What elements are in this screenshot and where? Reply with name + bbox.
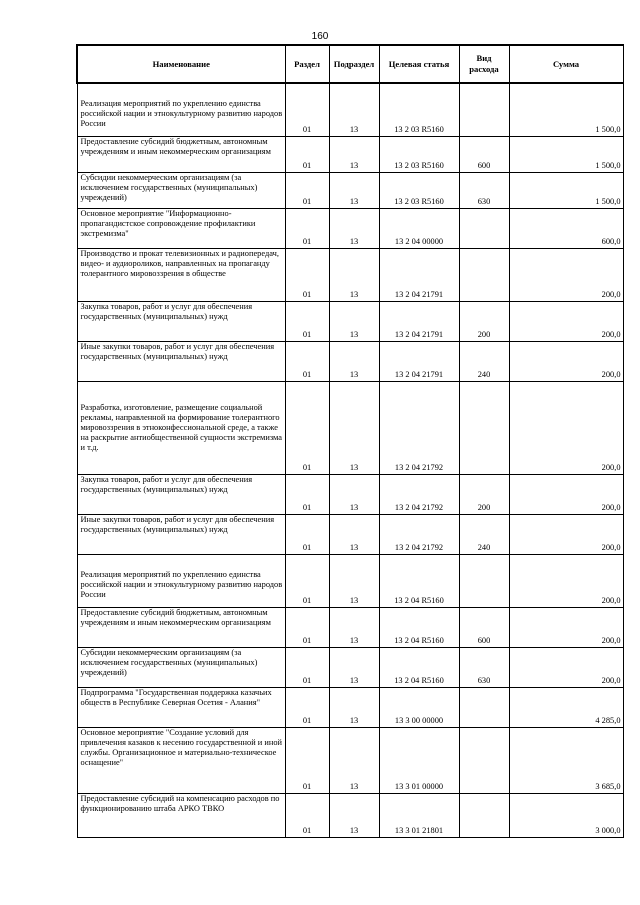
row-name: Подпрограмма "Государственная поддержка казачьих обществ в Республике Северная Осетия - Алания" bbox=[77, 687, 285, 727]
row-name: Реализация мероприятий по укреплению единства российской нации и этнокультурному развитию народов России bbox=[77, 554, 285, 607]
row-name: Иные закупки товаров, работ и услуг для обеспечения государственных (муниципальных) нужд bbox=[77, 341, 285, 381]
row-expense-type bbox=[459, 554, 509, 607]
row-target: 13 2 04 00000 bbox=[379, 208, 459, 248]
row-name: Производство и прокат телевизионных и радиопередач, видео- и аудиороликов, направленных на пропаганду толерантного мировоззрения в обществе bbox=[77, 248, 285, 301]
row-section: 01 bbox=[285, 341, 329, 381]
row-expense-type bbox=[459, 727, 509, 793]
header-sum: Сумма bbox=[509, 45, 623, 83]
row-expense-type: 240 bbox=[459, 514, 509, 554]
table-row bbox=[77, 687, 623, 727]
row-sum: 3 685,0 bbox=[509, 727, 623, 793]
table-header-row bbox=[77, 45, 623, 83]
row-sum: 200,0 bbox=[509, 248, 623, 301]
row-sum: 200,0 bbox=[509, 647, 623, 687]
row-name: Разработка, изготовление, размещение социальной рекламы, направленной на формирование толерантного мировоззрения в этноконфессиональной среде, а также на раскрытие антиобщественной сущности экстремизма и т.д. bbox=[77, 381, 285, 474]
table-row bbox=[77, 136, 623, 172]
row-section: 01 bbox=[285, 381, 329, 474]
table-row bbox=[77, 248, 623, 301]
row-target: 13 3 01 21801 bbox=[379, 793, 459, 837]
row-section: 01 bbox=[285, 474, 329, 514]
row-section: 01 bbox=[285, 687, 329, 727]
row-section: 01 bbox=[285, 172, 329, 208]
row-expense-type: 630 bbox=[459, 647, 509, 687]
table-row bbox=[77, 474, 623, 514]
row-section: 01 bbox=[285, 248, 329, 301]
row-section: 01 bbox=[285, 727, 329, 793]
row-name: Иные закупки товаров, работ и услуг для обеспечения государственных (муниципальных) нужд bbox=[77, 514, 285, 554]
row-target: 13 2 04 R5160 bbox=[379, 607, 459, 647]
row-sum: 1 500,0 bbox=[509, 172, 623, 208]
row-subsection: 13 bbox=[329, 554, 379, 607]
row-sum: 200,0 bbox=[509, 341, 623, 381]
row-expense-type: 240 bbox=[459, 341, 509, 381]
row-expense-type bbox=[459, 248, 509, 301]
table-row bbox=[77, 172, 623, 208]
row-name: Предоставление субсидий бюджетным, автономным учреждениям и иным некоммерческим организациям bbox=[77, 136, 285, 172]
row-sum: 3 000,0 bbox=[509, 793, 623, 837]
table-row bbox=[77, 301, 623, 341]
row-section: 01 bbox=[285, 554, 329, 607]
row-target: 13 2 04 21792 bbox=[379, 474, 459, 514]
header-name: Наименование bbox=[77, 45, 285, 83]
row-target: 13 2 04 21791 bbox=[379, 341, 459, 381]
table-row bbox=[77, 381, 623, 474]
row-section: 01 bbox=[285, 793, 329, 837]
row-target: 13 3 01 00000 bbox=[379, 727, 459, 793]
row-sum: 1 500,0 bbox=[509, 136, 623, 172]
row-subsection: 13 bbox=[329, 136, 379, 172]
row-name: Предоставление субсидий бюджетным, автономным учреждениям и иным некоммерческим организациям bbox=[77, 607, 285, 647]
header-target: Целевая статья bbox=[379, 45, 459, 83]
row-subsection: 13 bbox=[329, 474, 379, 514]
row-target: 13 2 04 R5160 bbox=[379, 647, 459, 687]
row-sum: 200,0 bbox=[509, 554, 623, 607]
row-section: 01 bbox=[285, 647, 329, 687]
row-subsection: 13 bbox=[329, 607, 379, 647]
row-subsection: 13 bbox=[329, 727, 379, 793]
row-name: Предоставление субсидий на компенсацию расходов по функционированию штаба АРКО ТВКО bbox=[77, 793, 285, 837]
row-sum: 600,0 bbox=[509, 208, 623, 248]
header-section: Раздел bbox=[285, 45, 329, 83]
row-subsection: 13 bbox=[329, 208, 379, 248]
row-target: 13 2 04 21792 bbox=[379, 381, 459, 474]
row-section: 01 bbox=[285, 208, 329, 248]
row-sum: 1 500,0 bbox=[509, 83, 623, 136]
row-subsection: 13 bbox=[329, 341, 379, 381]
budget-table bbox=[76, 44, 624, 838]
row-target: 13 2 03 R5160 bbox=[379, 172, 459, 208]
row-sum: 200,0 bbox=[509, 474, 623, 514]
row-section: 01 bbox=[285, 83, 329, 136]
row-target: 13 2 04 R5160 bbox=[379, 554, 459, 607]
row-subsection: 13 bbox=[329, 687, 379, 727]
row-expense-type bbox=[459, 381, 509, 474]
table-row bbox=[77, 793, 623, 837]
row-expense-type: 200 bbox=[459, 474, 509, 514]
row-name: Субсидии некоммерческим организациям (за исключением государственных (муниципальных) учреждений) bbox=[77, 647, 285, 687]
row-name: Основное мероприятие "Информационно-пропагандистское сопровождение профилактики экстремизма" bbox=[77, 208, 285, 248]
row-name: Закупка товаров, работ и услуг для обеспечения государственных (муниципальных) нужд bbox=[77, 301, 285, 341]
table-row bbox=[77, 727, 623, 793]
table-row bbox=[77, 607, 623, 647]
page-number: 160 bbox=[311, 31, 329, 42]
row-expense-type bbox=[459, 208, 509, 248]
table-row bbox=[77, 647, 623, 687]
row-section: 01 bbox=[285, 301, 329, 341]
table-row bbox=[77, 554, 623, 607]
row-target: 13 2 04 21792 bbox=[379, 514, 459, 554]
row-subsection: 13 bbox=[329, 172, 379, 208]
table-row bbox=[77, 83, 623, 136]
row-name: Субсидии некоммерческим организациям (за исключением государственных (муниципальных) учреждений) bbox=[77, 172, 285, 208]
row-sum: 200,0 bbox=[509, 514, 623, 554]
row-expense-type: 200 bbox=[459, 301, 509, 341]
row-expense-type: 600 bbox=[459, 136, 509, 172]
row-target: 13 2 03 R5160 bbox=[379, 83, 459, 136]
row-subsection: 13 bbox=[329, 514, 379, 554]
row-expense-type bbox=[459, 687, 509, 727]
row-subsection: 13 bbox=[329, 793, 379, 837]
row-sum: 200,0 bbox=[509, 381, 623, 474]
row-sum: 4 285,0 bbox=[509, 687, 623, 727]
row-name: Основное мероприятие "Создание условий для привлечения казаков к несению государственной и иной службы. Организационное и материально-техническое оснащение" bbox=[77, 727, 285, 793]
header-subsection: Подраздел bbox=[329, 45, 379, 83]
row-expense-type bbox=[459, 793, 509, 837]
row-target: 13 2 04 21791 bbox=[379, 248, 459, 301]
row-section: 01 bbox=[285, 607, 329, 647]
row-expense-type: 600 bbox=[459, 607, 509, 647]
row-target: 13 3 00 00000 bbox=[379, 687, 459, 727]
row-sum: 200,0 bbox=[509, 301, 623, 341]
row-name: Закупка товаров, работ и услуг для обеспечения государственных (муниципальных) нужд bbox=[77, 474, 285, 514]
table-row bbox=[77, 514, 623, 554]
table-row bbox=[77, 341, 623, 381]
row-expense-type bbox=[459, 83, 509, 136]
row-subsection: 13 bbox=[329, 381, 379, 474]
row-target: 13 2 03 R5160 bbox=[379, 136, 459, 172]
row-section: 01 bbox=[285, 514, 329, 554]
row-target: 13 2 04 21791 bbox=[379, 301, 459, 341]
row-subsection: 13 bbox=[329, 301, 379, 341]
row-subsection: 13 bbox=[329, 647, 379, 687]
row-expense-type: 630 bbox=[459, 172, 509, 208]
row-subsection: 13 bbox=[329, 83, 379, 136]
table-row bbox=[77, 208, 623, 248]
header-expense-type: Вид расхода bbox=[459, 45, 509, 83]
row-subsection: 13 bbox=[329, 248, 379, 301]
row-sum: 200,0 bbox=[509, 607, 623, 647]
row-section: 01 bbox=[285, 136, 329, 172]
row-name: Реализация мероприятий по укреплению единства российской нации и этнокультурному развитию народов России bbox=[77, 83, 285, 136]
